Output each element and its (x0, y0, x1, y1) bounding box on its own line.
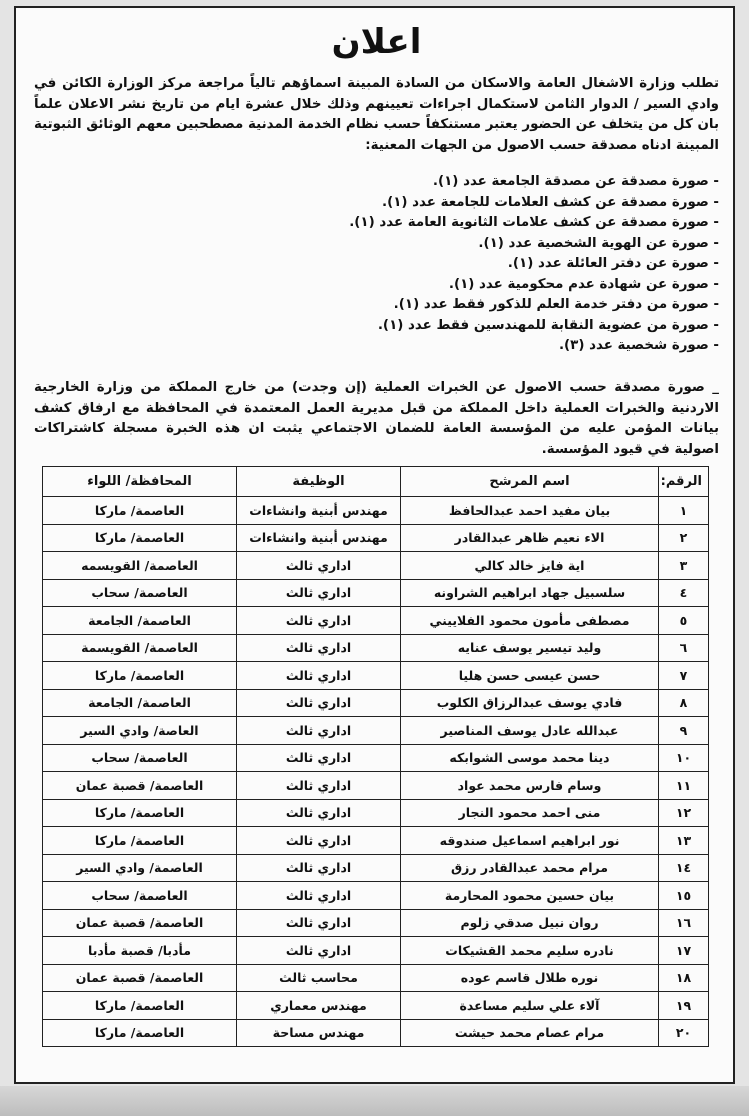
announcement-title: اعلان (331, 22, 422, 62)
candidates-table (42, 466, 709, 1047)
row-number-cell: ١٤ (659, 854, 709, 882)
candidate-name-cell: روان نبيل صدقي زلوم (401, 909, 659, 937)
job-cell: اداري ثالث (237, 634, 401, 662)
row-number-cell: ٥ (659, 607, 709, 635)
job-cell: محاسب ثالث (237, 964, 401, 992)
district-cell: العاصمة/ ماركا (43, 662, 237, 690)
candidate-name-cell: دينا محمد موسى الشوابكه (401, 744, 659, 772)
row-number-cell: ١٩ (659, 992, 709, 1020)
row-number-cell: ٢ (659, 524, 709, 552)
district-cell: العاصمة/ وادي السير (43, 854, 237, 882)
candidate-name-cell: نور ابراهيم اسماعيل صندوقه (401, 827, 659, 855)
district-cell: العاصمة/ سحاب (43, 579, 237, 607)
job-cell: مهندس مساحة (237, 1019, 401, 1047)
candidate-name-cell: اية فايز خالد كالي (401, 552, 659, 580)
table-row (43, 937, 709, 965)
intro-paragraph: تطلب وزارة الاشغال العامة والاسكان من السادة المبينة اسماؤهم تالياً مراجعة مركز الوزارة الكائن في وادي السير / الدوار الثامن لاستكمال اجراءات تعيينهم وذلك خلال عشرة ايام من تاريخ نشر الاعلان علماً بان كل من يتخلف عن الحضور يعتبر مستنكفاً حسب نظام الخدمة المدنية مصطحبين معهم الوثائق الثبوتية المبينة ادناه مصدقة حسب الاصول من الجهات المعنية: (34, 76, 719, 153)
table-row (43, 992, 709, 1020)
header-candidate-name: اسم المرشح (401, 467, 659, 497)
row-number-cell: ٦ (659, 634, 709, 662)
requirement-item: - صورة من دفتر خدمة العلم للذكور فقط عدد (١). (393, 297, 719, 312)
candidate-name-cell: منى احمد محمود النجار (401, 799, 659, 827)
table-row (43, 799, 709, 827)
experience-paragraph: _ صورة مصدقة حسب الاصول عن الخبرات العملية (إن وجدت) من خارج المملكة من وزارة الخارجية الاردنية والخبرات العملية داخل المملكة من قبل مديرية العمل المعتمدة في المحافظة مع ارفاق كشف بيانات المؤمن عليه من المؤسسة العامة للضمان الاجتماعي يثبت ان هذه الخبرة مسجلة كاشتراكات اصولية في قيود المؤسسة. (34, 380, 719, 457)
job-cell: اداري ثالث (237, 689, 401, 717)
district-cell: العاصمة/ القويسمة (43, 634, 237, 662)
table-row (43, 744, 709, 772)
requirements-list (34, 172, 719, 357)
row-number-cell: ١٣ (659, 827, 709, 855)
district-cell: العاصمة/ ماركا (43, 1019, 237, 1047)
row-number-cell: ١٦ (659, 909, 709, 937)
table-row (43, 524, 709, 552)
table-row (43, 1019, 709, 1047)
table-row (43, 827, 709, 855)
job-cell: مهندس أبنية وانشاءات (237, 497, 401, 525)
row-number-cell: ١٠ (659, 744, 709, 772)
district-cell: العاصمة/ قصبة عمان (43, 772, 237, 800)
job-cell: اداري ثالث (237, 662, 401, 690)
requirement-item: - صورة من عضوية النقابة للمهندسين فقط عدد (١). (377, 317, 719, 333)
job-cell: اداري ثالث (237, 772, 401, 800)
row-number-cell: ١٨ (659, 964, 709, 992)
row-number-cell: ١٢ (659, 799, 709, 827)
table-row (43, 607, 709, 635)
district-cell: العاصمة/ القويسمه (43, 552, 237, 580)
district-cell: العاصة/ وادي السير (43, 717, 237, 745)
table-row (43, 689, 709, 717)
job-cell: مهندس معماري (237, 992, 401, 1020)
candidate-name-cell: وليد تيسير يوسف عنايه (401, 634, 659, 662)
requirement-item: - صورة عن شهادة عدم محكومية عدد (١). (448, 276, 719, 292)
row-number-cell: ٩ (659, 717, 709, 745)
row-number-cell: ٧ (659, 662, 709, 690)
job-cell: اداري ثالث (237, 579, 401, 607)
district-cell: العاصمة/ الجامعة (43, 689, 237, 717)
table-row (43, 634, 709, 662)
job-cell: مهندس أبنية وانشاءات (237, 524, 401, 552)
requirement-item: - صورة مصدقة عن مصدقة الجامعة عدد (١). (432, 174, 719, 189)
job-cell: اداري ثالث (237, 854, 401, 882)
requirement-item: - صورة مصدقة عن كشف علامات الثانوية العامة عدد (١). (349, 215, 719, 230)
row-number-cell: ١٥ (659, 882, 709, 910)
district-cell: العاصمة/ سحاب (43, 882, 237, 910)
candidate-name-cell: وسام فارس محمد عواد (401, 772, 659, 800)
district-cell: العاصمة/ ماركا (43, 992, 237, 1020)
candidate-name-cell: مرام محمد عبدالقادر رزق (401, 854, 659, 882)
candidate-name-cell: فادي يوسف عبدالرزاق الكلوب (401, 689, 659, 717)
requirement-item: - صورة شخصية عدد (٣). (558, 338, 719, 353)
table-row (43, 854, 709, 882)
district-cell: العاصمة/ ماركا (43, 827, 237, 855)
table-header-row (43, 467, 709, 497)
requirement-item: - صورة مصدقة عن كشف العلامات للجامعة عدد (١). (381, 194, 719, 210)
table-row (43, 717, 709, 745)
candidate-name-cell: حسن عيسى حسن هليا (401, 662, 659, 690)
job-cell: اداري ثالث (237, 937, 401, 965)
candidate-name-cell: نادره سليم محمد القشيكات (401, 937, 659, 965)
district-cell: العاصمة/ قصبة عمان (43, 964, 237, 992)
scan-bottom-edge (0, 1086, 749, 1116)
candidate-name-cell: مصطفى مأمون محمود الفلاييني (401, 607, 659, 635)
job-cell: اداري ثالث (237, 552, 401, 580)
candidate-name-cell: آلاء علي سليم مساعدة (401, 992, 659, 1020)
table-row (43, 552, 709, 580)
table-row (43, 662, 709, 690)
table-row (43, 579, 709, 607)
requirement-item: - صورة عن الهوية الشخصية عدد (١). (478, 235, 719, 251)
table-row (43, 772, 709, 800)
table-row (43, 964, 709, 992)
job-cell: اداري ثالث (237, 827, 401, 855)
candidate-name-cell: مرام عصام محمد حيشت (401, 1019, 659, 1047)
district-cell: العاصمة/ الجامعة (43, 607, 237, 635)
table-row (43, 882, 709, 910)
table-row (43, 497, 709, 525)
candidate-name-cell: عبدالله عادل يوسف المناصير (401, 717, 659, 745)
row-number-cell: ٢٠ (659, 1019, 709, 1047)
job-cell: اداري ثالث (237, 882, 401, 910)
job-cell: اداري ثالث (237, 909, 401, 937)
district-cell: العاصمة/ ماركا (43, 524, 237, 552)
district-cell: العاصمة/ قصبة عمان (43, 909, 237, 937)
candidate-name-cell: بيان مفيد احمد عبدالحافظ (401, 497, 659, 525)
row-number-cell: ١٧ (659, 937, 709, 965)
district-cell: العاصمة/ ماركا (43, 497, 237, 525)
district-cell: مأدبا/ قصبة مأدبا (43, 937, 237, 965)
job-cell: اداري ثالث (237, 607, 401, 635)
job-cell: اداري ثالث (237, 799, 401, 827)
job-cell: اداري ثالث (237, 744, 401, 772)
header-district: المحافظة/ اللواء (43, 467, 237, 497)
candidate-name-cell: نوره طلال قاسم عوده (401, 964, 659, 992)
district-cell: العاصمة/ سحاب (43, 744, 237, 772)
requirement-item: - صورة عن دفتر العائلة عدد (١). (507, 256, 719, 271)
row-number-cell: ٤ (659, 579, 709, 607)
row-number-cell: ٨ (659, 689, 709, 717)
header-job: الوظيفة (237, 467, 401, 497)
candidate-name-cell: بيان حسين محمود المحارمة (401, 882, 659, 910)
table-row (43, 909, 709, 937)
candidate-name-cell: الاء نعيم ظاهر عبدالقادر (401, 524, 659, 552)
candidate-name-cell: سلسبيل جهاد ابراهيم الشراونه (401, 579, 659, 607)
row-number-cell: ١ (659, 497, 709, 525)
job-cell: اداري ثالث (237, 717, 401, 745)
row-number-cell: ١١ (659, 772, 709, 800)
header-number: الرقم: (659, 467, 709, 497)
district-cell: العاصمة/ ماركا (43, 799, 237, 827)
row-number-cell: ٣ (659, 552, 709, 580)
